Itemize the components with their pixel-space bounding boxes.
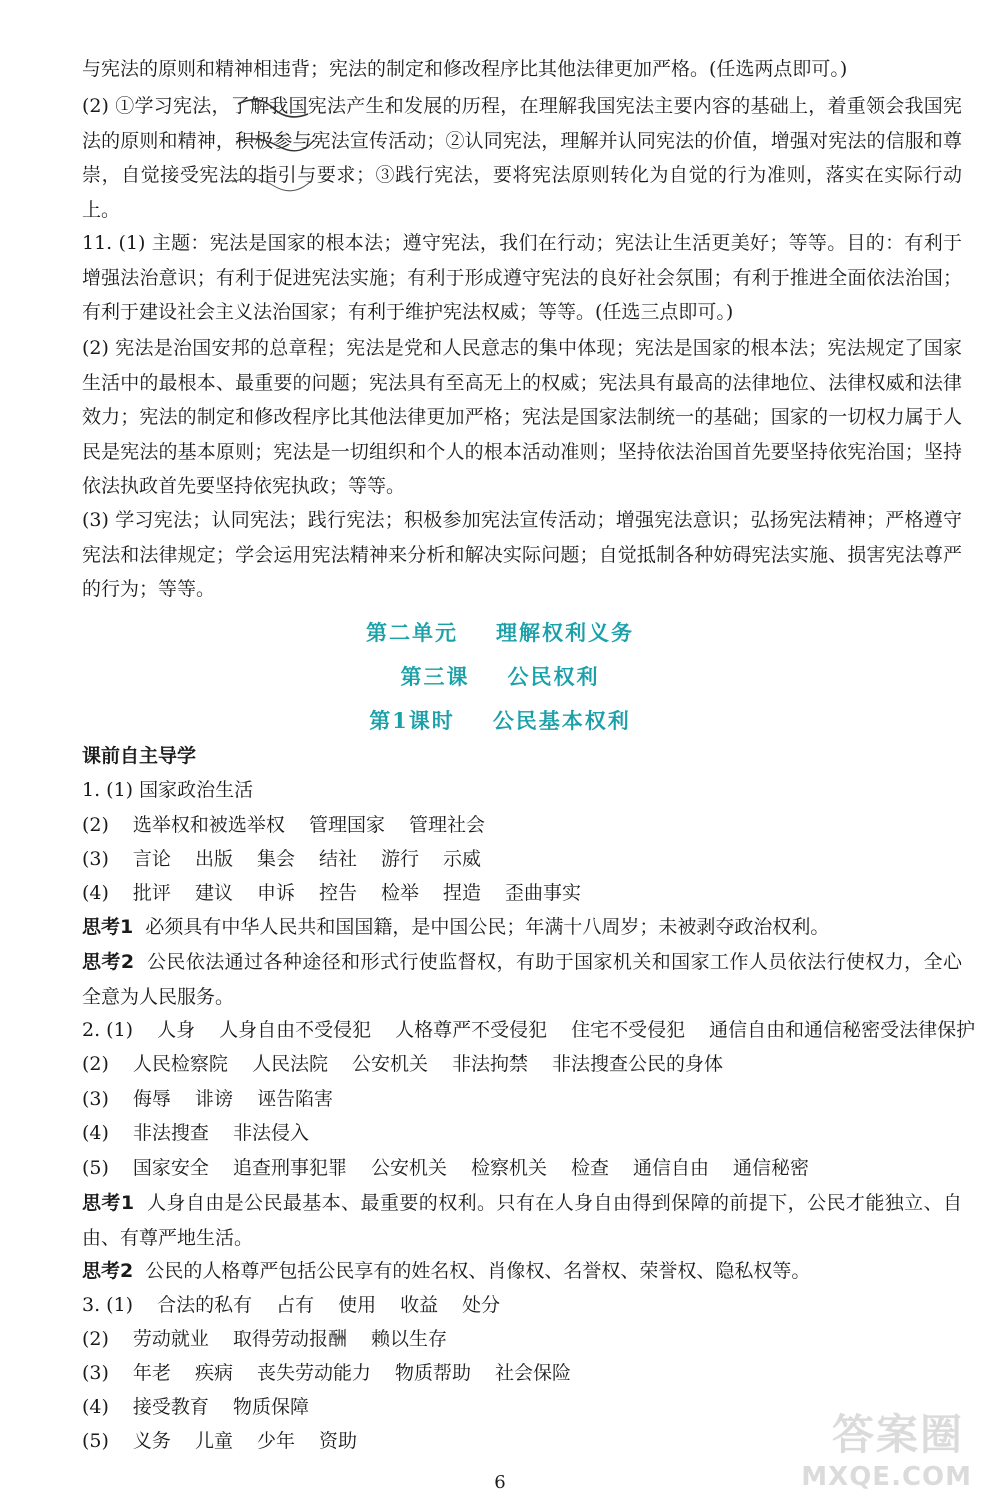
- answer-term: 集会: [256, 848, 295, 870]
- answer-term: 管理社会: [408, 814, 485, 836]
- page-number: 6: [494, 1472, 506, 1493]
- q2-line-2: [82, 1049, 747, 1076]
- period-title: 公民基本权利: [492, 708, 631, 733]
- q3-line-4: [82, 1392, 333, 1419]
- q1-line-2: [82, 810, 509, 837]
- unit-heading: [0, 617, 1000, 647]
- answer-term: 捏造: [443, 882, 482, 904]
- item-number: (3): [82, 1088, 109, 1110]
- answer-term: 诽谤: [194, 1088, 233, 1110]
- q2-line-3: [82, 1084, 357, 1111]
- think-label: 思考1: [82, 916, 134, 938]
- answer-term: 结社: [318, 848, 357, 870]
- answer-term: 公安机关: [351, 1053, 428, 1075]
- q3-line-1: [82, 1290, 524, 1317]
- answer-term: 言论: [132, 848, 171, 870]
- answer-term: 物质帮助: [394, 1362, 471, 1384]
- q1-line-3: [82, 844, 505, 871]
- q2-line-1: [82, 1015, 975, 1042]
- period-heading: [0, 705, 1000, 735]
- answer-paragraph-11-2: (2) 宪法是治国安邦的总章程；宪法是党和人民意志的集中体现；宪法是国家的根本法；宪法规定了国家生活中的最根本、最重要的问题；宪法具有至高无上的权威；宪法具有最高的法律地位、法律权威和法律效力；宪法的制定和修改程序比其他法律更加严格；宪法是国家法制统一的基础；国家的一切权力属于人民是宪法的基本原则；宪法是一切组织和个人的根本活动准则；坚持依法治国首先要坚持依宪治国；坚持依法执政首先要坚持依宪执政；等等。: [82, 337, 962, 497]
- item-number: (3): [82, 1362, 109, 1384]
- answer-term: 非法侵入: [232, 1122, 309, 1144]
- answer-term: 侮辱: [132, 1088, 171, 1110]
- item-number: (5): [82, 1157, 109, 1179]
- answer-term: 资助: [318, 1430, 357, 1452]
- answer-term: 诬告陷害: [256, 1088, 333, 1110]
- watermark-text-cn: 答案圈: [831, 1410, 964, 1459]
- think-text: 公民依法通过各种途径和形式行使监督权，有助于国家机关和国家工作人员依法行使权力，全心全意为人民服务。: [82, 951, 962, 1008]
- answer-term: 人身自由不受侵犯: [219, 1019, 372, 1041]
- lesson-number: 第三课: [400, 664, 470, 689]
- item-number: 2. (1): [82, 1019, 134, 1041]
- answer-term: 人格尊严不受侵犯: [395, 1019, 548, 1041]
- item-number: (3): [82, 848, 109, 870]
- watermark-logo: [782, 1402, 982, 1492]
- answer-term: 人身: [157, 1019, 196, 1041]
- unit-number: 第二单元: [366, 620, 458, 645]
- answer-term: 取得劳动报酬: [232, 1328, 347, 1350]
- answer-term: 歪曲事实: [505, 882, 582, 904]
- answer-term: 合法的私有: [157, 1294, 253, 1316]
- item-number: (4): [82, 1396, 109, 1418]
- q2-think-2: [82, 1256, 810, 1283]
- answer-term: 控告: [318, 882, 357, 904]
- item-number: (4): [82, 1122, 109, 1144]
- answer-term: 少年: [256, 1430, 295, 1452]
- q3-line-2: [82, 1324, 471, 1351]
- think-text: 公民的人格尊严包括公民享有的姓名权、肖像权、名誉权、荣誉权、隐私权等。: [145, 1260, 811, 1282]
- q3-line-5: [82, 1426, 381, 1453]
- answer-term: 申诉: [256, 882, 295, 904]
- answer-paragraph-10-2: (2) ①学习宪法，了解我国宪法产生和发展的历程，在理解我国宪法主要内容的基础上，着重领会我国宪法的原则和精神，积极参与宪法宣传活动；②认同宪法，理解并认同宪法的价值，增强对宪法的信服和尊崇，自觉接受宪法的指引与要求；③践行宪法，要将宪法原则转化为自觉的行为准则，落实在实际行动上。: [82, 95, 962, 221]
- lesson-title: 公民权利: [507, 664, 600, 689]
- item-number: (2): [82, 1328, 109, 1350]
- period-number: 第1课时: [369, 708, 455, 733]
- answer-term: 管理国家: [308, 814, 385, 836]
- answer-term: 赖以生存: [370, 1328, 447, 1350]
- q1-think-2: [82, 945, 962, 1014]
- item-number: 3. (1): [82, 1294, 134, 1316]
- lesson-heading: [0, 661, 1000, 691]
- answer-term: 疾病: [194, 1362, 233, 1384]
- answer-term: 批评: [132, 882, 171, 904]
- q1-think-1: [82, 912, 829, 939]
- answer-term: 选举权和被选举权: [132, 814, 285, 836]
- q2-line-4: [82, 1118, 333, 1145]
- answer-term: 建议: [194, 882, 233, 904]
- item-number: (2): [82, 1053, 109, 1075]
- answer-term: 接受教育: [132, 1396, 209, 1418]
- answer-term: 游行: [380, 848, 419, 870]
- answer-term: 追查刑事犯罪: [232, 1157, 347, 1179]
- think-label: 思考2: [82, 1260, 134, 1282]
- unit-title: 理解权利义务: [496, 620, 634, 645]
- q2-think-1: [82, 1186, 962, 1255]
- answer-term: 占有: [276, 1294, 315, 1316]
- answer-term: 通信自由: [633, 1157, 710, 1179]
- answer-term: 非法搜查公民的身体: [551, 1053, 723, 1075]
- q1-line-4: [82, 878, 605, 905]
- think-text: 必须具有中华人民共和国国籍，是中国公民；年满十八周岁；未被剥夺政治权利。: [145, 916, 830, 938]
- answer-term: 物质保障: [232, 1396, 309, 1418]
- answer-term: 公安机关: [370, 1157, 447, 1179]
- answer-paragraph-11-1: 11. (1) 主题：宪法是国家的根本法；遵守宪法，我们在行动；宪法让生活更美好；等等。目的：有利于增强法治意识；有利于促进宪法实施；有利于形成遵守宪法的良好社会氛围；有利于推进全面依法治国；有利于建设社会主义法治国家；有利于维护宪法权威；等等。(任选三点即可。): [82, 232, 962, 323]
- answer-term: 义务: [132, 1430, 171, 1452]
- answer-term: 检举: [380, 882, 419, 904]
- section-title: 课前自主导学: [82, 745, 197, 767]
- answer-paragraph-11-3: (3) 学习宪法；认同宪法；践行宪法；积极参加宪法宣传活动；增强宪法意识；弘扬宪法精神；严格遵守宪法和法律规定；学会运用宪法精神来分析和解决实际问题；自觉抵制各种妨碍宪法实施、损害宪法尊严的行为；等等。: [82, 509, 962, 600]
- answer-term: 出版: [194, 848, 233, 870]
- answer-term: 通信自由和通信秘密受法律保护: [709, 1019, 976, 1041]
- answer-term: 收益: [400, 1294, 439, 1316]
- answer-term: 社会保险: [494, 1362, 571, 1384]
- think-label: 思考1: [82, 1192, 135, 1214]
- answer-term: 通信秘密: [733, 1157, 810, 1179]
- answer-term: 丧失劳动能力: [256, 1362, 371, 1384]
- answer-term: 儿童: [194, 1430, 233, 1452]
- think-text: 人身自由是公民最基本、最重要的权利。只有在人身自由得到保障的前提下，公民才能独立、自由、有尊严地生活。: [82, 1192, 962, 1249]
- answer-term: 住宅不受侵犯: [571, 1019, 686, 1041]
- answer-paragraph-continued: 与宪法的原则和精神相违背；宪法的制定和修改程序比其他法律更加严格。(任选两点即可。): [82, 58, 848, 80]
- answer-term: 非法搜查: [132, 1122, 209, 1144]
- answer-term: 处分: [462, 1294, 501, 1316]
- q1-line-1: 1. (1) 国家政治生活: [82, 779, 254, 801]
- item-number: (5): [82, 1430, 109, 1452]
- item-number: (4): [82, 882, 109, 904]
- answer-term: 劳动就业: [132, 1328, 209, 1350]
- answer-term: 检查: [570, 1157, 609, 1179]
- item-number: (2): [82, 814, 109, 836]
- answer-term: 年老: [132, 1362, 171, 1384]
- answer-term: 非法拘禁: [451, 1053, 528, 1075]
- answer-term: 国家安全: [132, 1157, 209, 1179]
- think-label: 思考2: [82, 951, 135, 973]
- answer-term: 使用: [338, 1294, 377, 1316]
- q3-line-3: [82, 1358, 595, 1385]
- answer-term: 人民法院: [251, 1053, 328, 1075]
- answer-term: 人民检察院: [132, 1053, 228, 1075]
- answer-term: 示威: [443, 848, 482, 870]
- handwriting-scribble-icon: [228, 94, 318, 204]
- watermark-text-en: MXQE.COM: [801, 1462, 972, 1492]
- answer-term: 检察机关: [470, 1157, 547, 1179]
- q2-line-5: [82, 1153, 833, 1180]
